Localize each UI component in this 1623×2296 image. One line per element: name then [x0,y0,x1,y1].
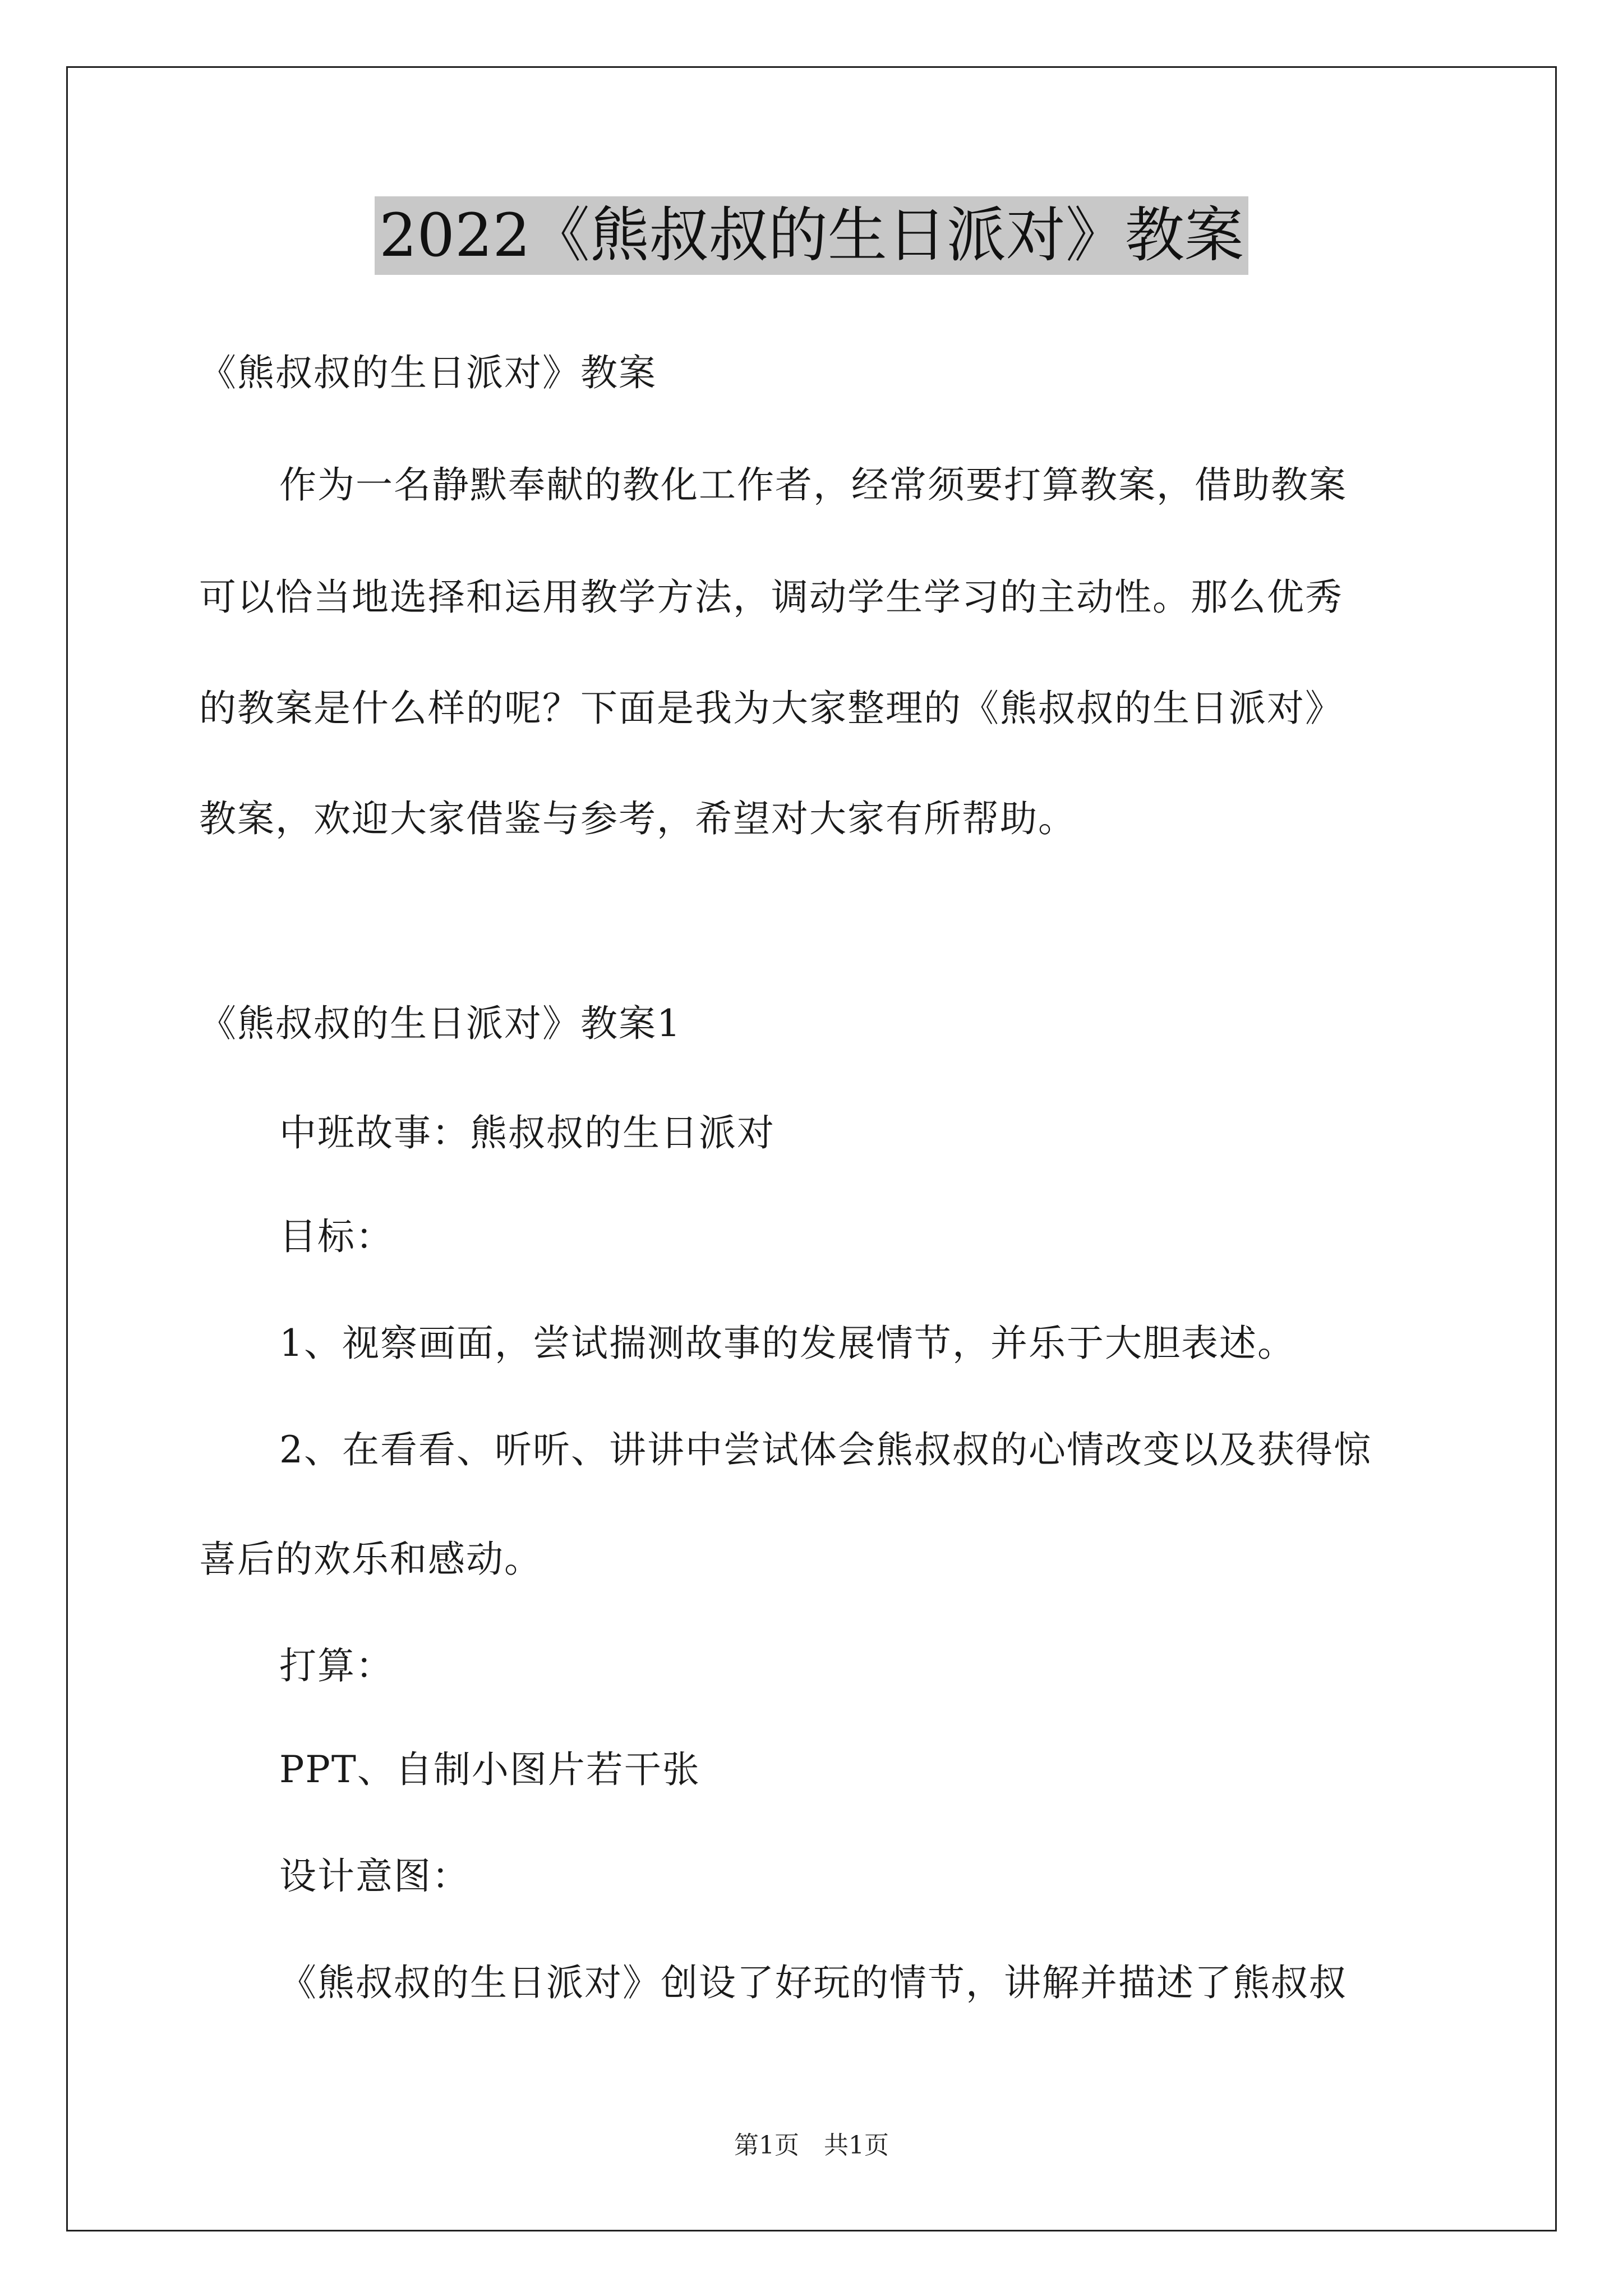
paragraph-line: 中班故事：熊叔叔的生日派对 [279,1111,775,1154]
paragraph-line: 设计意图： [279,1855,470,1898]
paragraph-line: 可以恰当地选择和运用教学方法，调动学生学习的主动性。那么优秀 [199,576,1343,619]
paragraph-line: PPT、自制小图片若干张 [279,1748,700,1791]
paragraph-line: 教案，欢迎大家借鉴与参考，希望对大家有所帮助。 [199,797,1076,840]
subtitle-line: 《熊叔叔的生日派对》教案 [199,351,657,394]
list-item: 2、在看看、听听、讲讲中尝试体会熊叔叔的心情改变以及获得惊 [279,1428,1372,1471]
title-container [0,196,1623,275]
section-heading: 《熊叔叔的生日派对》教案1 [199,1002,681,1045]
paragraph-line: 喜后的欢乐和感动。 [199,1538,542,1581]
page-footer: 第1页 共1页 [734,2131,889,2160]
paragraph-line: 目标： [279,1215,394,1258]
list-item: 1、视察画面，尝试揣测故事的发展情节，并乐于大胆表述。 [279,1322,1295,1365]
paragraph-line: 的教案是什么样的呢？下面是我为大家整理的《熊叔叔的生日派对》 [199,687,1343,730]
paragraph-line: 打算： [279,1644,394,1687]
paragraph-line: 《熊叔叔的生日派对》创设了好玩的情节，讲解并描述了熊叔叔 [279,1961,1347,2004]
paragraph-line: 作为一名静默奉献的教化工作者，经常须要打算教案，借助教案 [279,463,1347,507]
document-title: 2022《熊叔叔的生日派对》教案 [375,196,1248,275]
